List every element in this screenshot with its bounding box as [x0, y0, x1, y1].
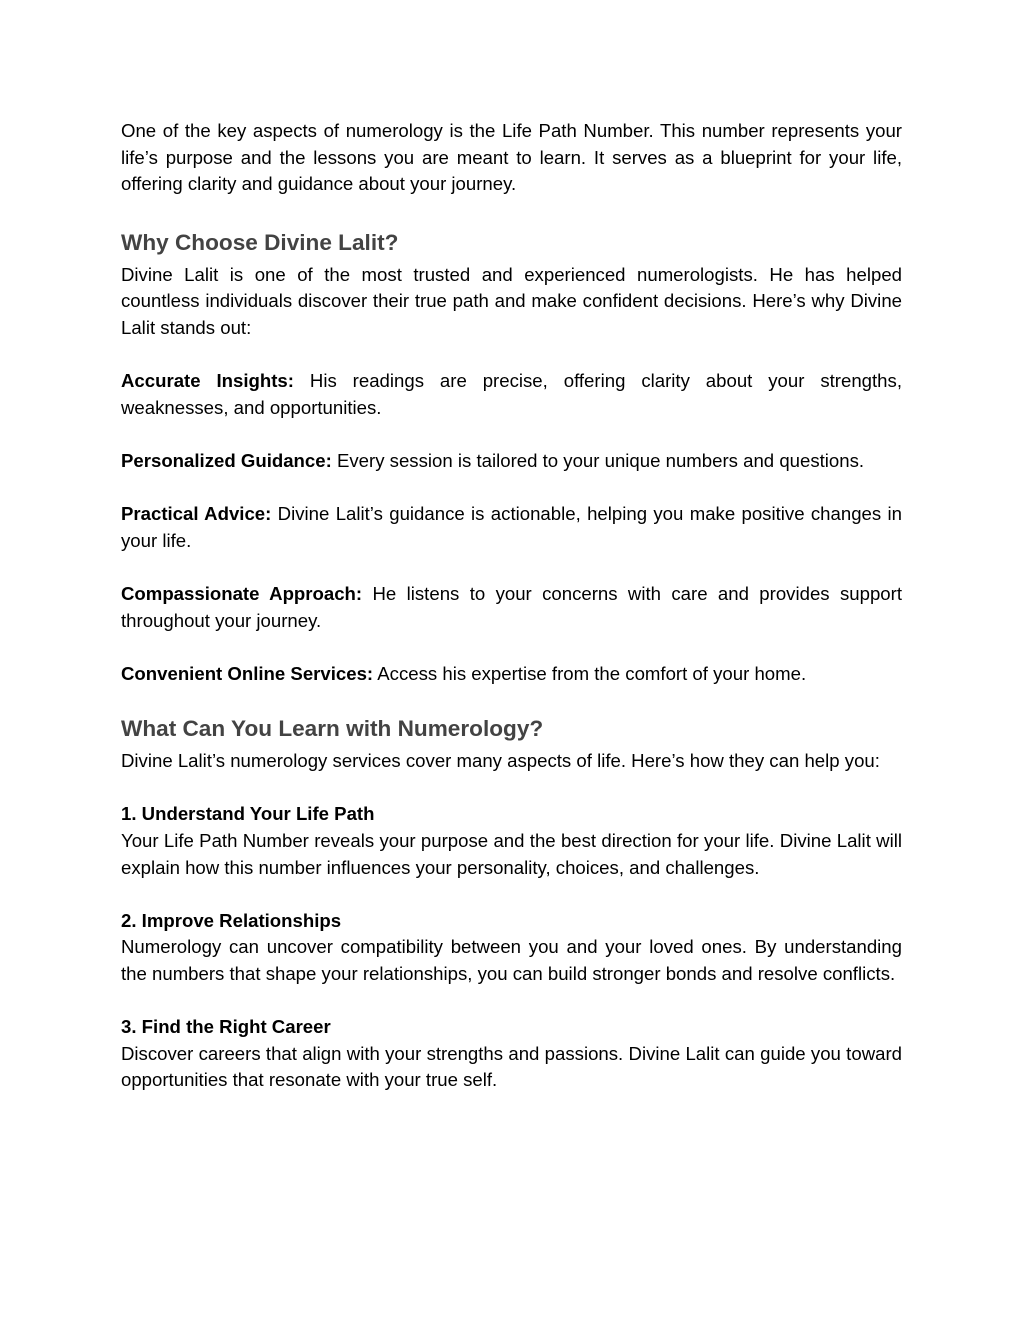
subsection-title: 3. Find the Right Career [121, 1016, 331, 1038]
section-heading-what-learn: What Can You Learn with Numerology? [121, 716, 544, 742]
feature-text: Every session is tailored to your unique numbers and questions. [331, 449, 865, 471]
feature-label: Convenient Online Services: [121, 662, 374, 684]
section-paragraph-what-learn: Divine Lalit’s numerology services cover many aspects of life. Here’s how they can help you: [121, 750, 880, 772]
section-paragraph-why-choose: Divine Lalit is one of the most trusted and experienced numerologists. He has helped countless individuals discover their true path and make confident decisions. Here’s why Divine Lalit stands out: [121, 263, 902, 338]
subsection-text: Numerology can uncover compatibility between you and your loved ones. By understanding the numbers that shape your relationships, you can build stronger bonds and resolve conflicts. [121, 936, 902, 985]
feature-item [121, 581, 902, 634]
feature-text: He listens to your concerns with care and provides support throughout your journey. [121, 582, 902, 631]
feature-label: Accurate Insights: [121, 370, 294, 392]
feature-text: Access his expertise from the comfort of your home. [373, 662, 807, 684]
subsection-text: Discover careers that align with your strengths and passions. Divine Lalit can guide you toward opportunities that resonate with your true self. [121, 1042, 902, 1091]
feature-text: Divine Lalit’s guidance is actionable, helping you make positive changes in your life. [121, 503, 902, 551]
feature-label: Practical Advice: [121, 503, 272, 525]
subsection-text: Your Life Path Number reveals your purpose and the best direction for your life. Divine Lalit will explain how this number influences your personality, choices, and challenges. [121, 830, 902, 878]
intro-paragraph: One of the key aspects of numerology is the Life Path Number. This number represents your life’s purpose and the lessons you are meant to learn. It serves as a blueprint for your life, offering clarity and guidance about your journey. [121, 120, 902, 195]
feature-label: Compassionate Approach: [121, 582, 363, 604]
subsection-title: 2. Improve Relationships [121, 909, 342, 931]
feature-item [121, 661, 902, 688]
subsection-title: 1. Understand Your Life Path [121, 803, 375, 825]
feature-item [121, 448, 902, 475]
feature-item [121, 501, 902, 554]
feature-label: Personalized Guidance: [121, 449, 332, 471]
document-page [121, 118, 902, 1094]
section-heading-why-choose: Why Choose Divine Lalit? [121, 229, 399, 255]
feature-text: His readings are precise, offering clarity about your strengths, weaknesses, and opportunities. [121, 370, 902, 418]
feature-item [121, 368, 902, 421]
